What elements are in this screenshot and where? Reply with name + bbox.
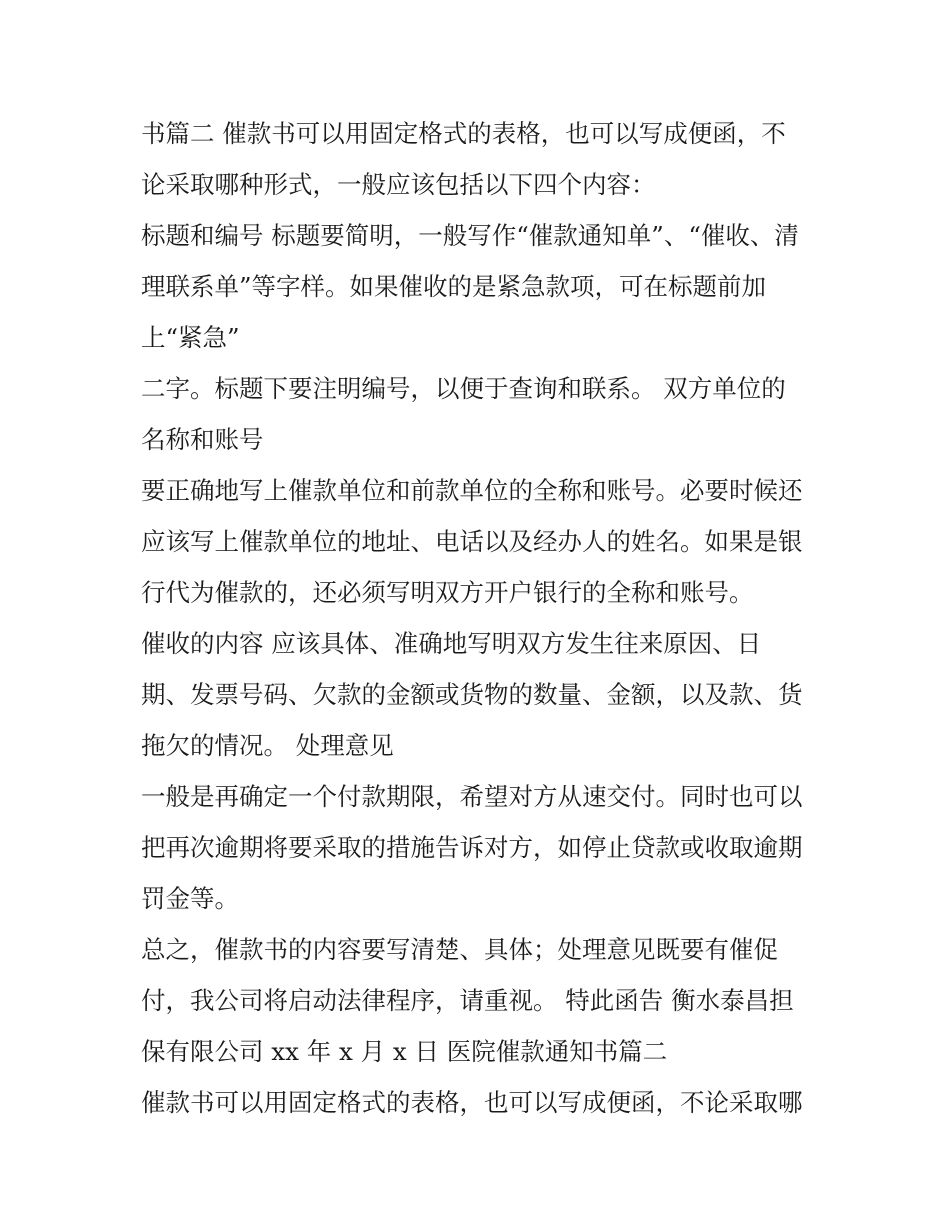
text-line: 拖欠的情况。 处理意见 [141, 731, 394, 760]
text-line: 催收的内容 应该具体、准确地写明双方发生往来原因、日 [141, 629, 762, 658]
text-line: 理联系单”等字样。如果催收的是紧急款项，可在标题前加 [141, 272, 767, 301]
text-line: 应该写上催款单位的地址、电话以及经办人的姓名。如果是银 [141, 527, 803, 556]
text-line: 把再次逾期将要采取的措施告诉对方，如停止贷款或收取逾期 [141, 833, 803, 862]
text-line: 标题和编号 标题要简明，一般写作“催款通知单”、“催收、清 [141, 221, 799, 250]
text-line: 名称和账号 [141, 425, 264, 454]
text-line: 书篇二 催款书可以用固定格式的表格，也可以写成便函，不 [141, 119, 786, 148]
text-line: 一般是再确定一个付款期限，希望对方从速交付。同时也可以 [141, 782, 803, 811]
text-line: 付，我公司将启动法律程序，请重视。 特此函告 衡水泰昌担 [141, 986, 794, 1015]
text-line: 论采取哪种形式，一般应该包括以下四个内容： [141, 170, 656, 199]
text-line: 催款书可以用固定格式的表格，也可以写成便函，不论采取哪 [141, 1088, 803, 1117]
text-line: 要正确地写上催款单位和前款单位的全称和账号。必要时候还 [141, 476, 803, 505]
text-line: 罚金等。 [141, 884, 239, 913]
text-line: 保有限公司 xx 年 x 月 x 日 医院催款通知书篇二 [141, 1037, 668, 1066]
text-line: 上“紧急” [141, 323, 240, 352]
text-line: 二字。标题下要注明编号，以便于查询和联系。 双方单位的 [141, 374, 786, 403]
document-body [141, 108, 831, 1128]
text-line: 期、发票号码、欠款的金额或货物的数量、金额，以及款、货 [141, 680, 803, 709]
text-line: 总之，催款书的内容要写清楚、具体；处理意见既要有催促 [141, 935, 778, 964]
text-line: 行代为催款的，还必须写明双方开户银行的全称和账号。 [141, 578, 754, 607]
